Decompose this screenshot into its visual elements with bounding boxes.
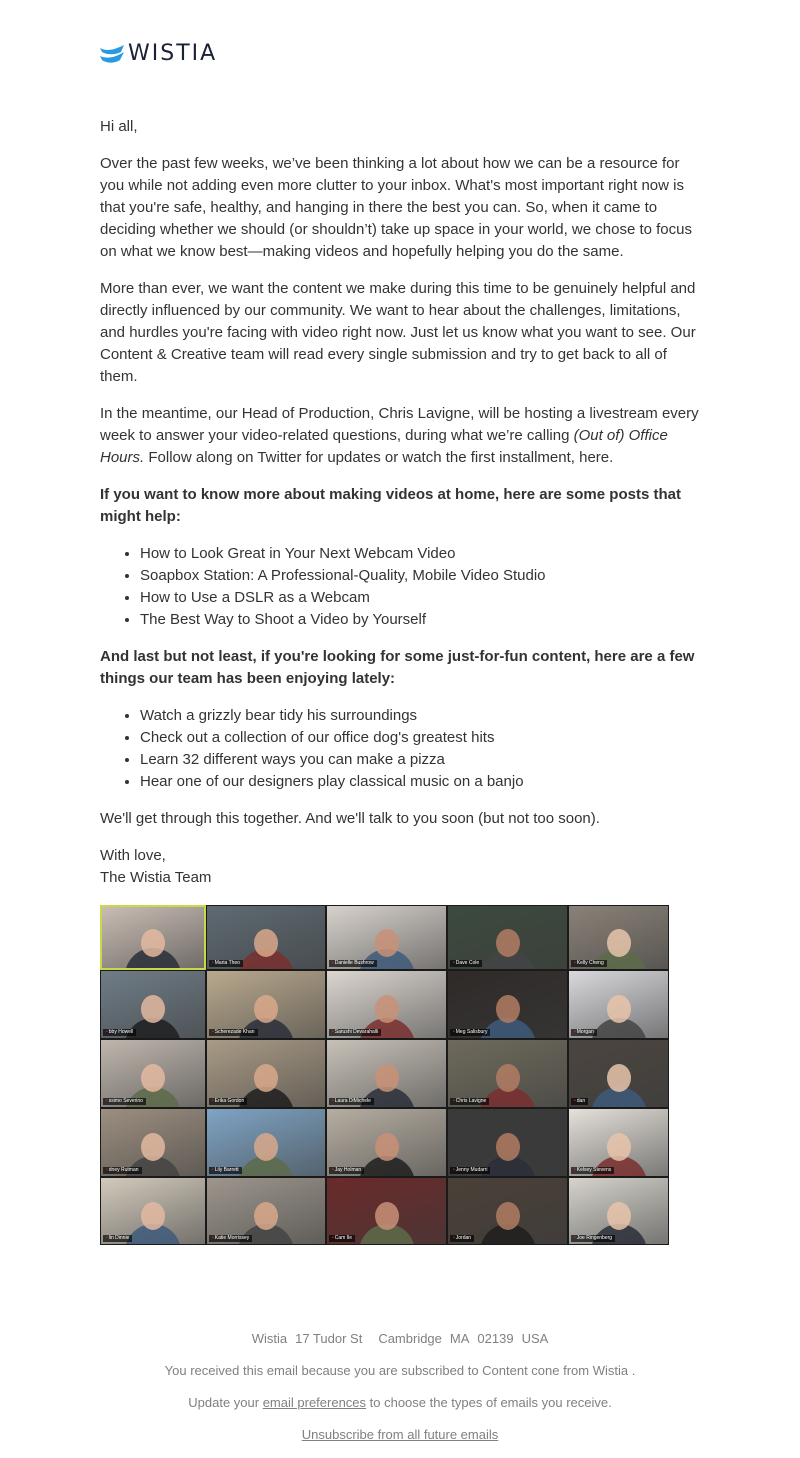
muted-mic-icon: •	[453, 1098, 455, 1104]
signoff: With love, The Wistia Team	[100, 847, 212, 886]
video-tile	[326, 1039, 447, 1108]
post-link[interactable]: How to Look Great in Your Next Webcam Video	[140, 545, 456, 562]
muted-mic-icon: •	[106, 1167, 108, 1173]
participant-name: •dney Rutman	[103, 1167, 142, 1174]
muted-mic-icon: •	[106, 1235, 108, 1241]
participant-name: •Chris Lavigne	[450, 1098, 489, 1105]
livestream-paragraph: In the meantime, our Head of Production, Chris Lavigne, will be hosting a livestream every week to answer your video-related questions, during what we’re calling (Out of) Office Hours. Follow along on Twitter for updates or watch the first installment, here.	[100, 405, 699, 466]
participant-name: •dan	[571, 1098, 588, 1105]
video-tile	[326, 1177, 447, 1245]
list-item[interactable]	[140, 587, 700, 609]
person-face	[254, 1133, 278, 1161]
video-tile	[568, 1039, 669, 1108]
muted-mic-icon: •	[332, 1029, 334, 1035]
video-tile	[326, 970, 447, 1039]
unsubscribe-link[interactable]: Unsubscribe from all future emails	[301, 1427, 499, 1442]
participant-name: •Morgan	[571, 1029, 597, 1036]
video-tile	[100, 1177, 206, 1245]
unsubscribe-line	[0, 1426, 800, 1444]
list-item[interactable]	[140, 771, 700, 793]
muted-mic-icon: •	[574, 1029, 576, 1035]
muted-mic-icon: •	[453, 1029, 455, 1035]
video-tile	[100, 970, 206, 1039]
muted-mic-icon: •	[332, 960, 334, 966]
participant-name: •Jay Holman	[329, 1167, 364, 1174]
video-tile	[100, 1108, 206, 1177]
muted-mic-icon: •	[332, 1235, 334, 1241]
person-face	[375, 1064, 399, 1092]
muted-mic-icon: •	[106, 1098, 108, 1104]
person-face	[496, 929, 520, 957]
video-tile	[206, 970, 326, 1039]
muted-mic-icon: •	[332, 1098, 334, 1104]
person-face	[254, 1064, 278, 1092]
closing-paragraph: We'll get through this together. And we'll talk to you soon (but not too soon).	[100, 810, 600, 827]
fun-link[interactable]: Learn 32 different ways you can make a pizza	[140, 751, 445, 768]
posts-heading: If you want to know more about making videos at home, here are some posts that might help:	[100, 486, 681, 525]
participant-name: •Jenny Mudarri	[450, 1167, 490, 1174]
participant-name: •Lily Barrett	[209, 1167, 242, 1174]
person-face	[141, 1133, 165, 1161]
post-link[interactable]: Soapbox Station: A Professional-Quality, Mobile Video Studio	[140, 567, 546, 584]
video-tile	[447, 970, 568, 1039]
list-item[interactable]	[140, 727, 700, 749]
video-tile	[568, 1108, 669, 1177]
video-tile	[206, 1039, 326, 1108]
preferences-line: Update your email preferences to choose the types of emails you receive.	[188, 1395, 612, 1410]
participant-name: •Kelsey Stevens	[571, 1167, 614, 1174]
person-face	[607, 1133, 631, 1161]
video-tile	[100, 1039, 206, 1108]
logo-wordmark: WISTIA	[128, 41, 218, 66]
muted-mic-icon: •	[574, 1167, 576, 1173]
video-tile	[100, 905, 206, 970]
participant-name: •Maria Theo	[209, 960, 243, 967]
video-tile	[568, 970, 669, 1039]
person-face	[141, 1202, 165, 1230]
person-face	[496, 1202, 520, 1230]
muted-mic-icon: •	[212, 1235, 214, 1241]
person-face	[375, 1202, 399, 1230]
video-tile	[447, 1108, 568, 1177]
list-item[interactable]	[140, 609, 700, 631]
wistia-mark-icon	[100, 44, 124, 64]
video-tile	[206, 905, 326, 970]
person-face	[141, 929, 165, 957]
footer-address: Wistia 17 Tudor St Cambridge MA 02139 USA	[251, 1331, 549, 1346]
posts-list	[100, 543, 700, 631]
participant-name: •Joe Ringenberg	[571, 1235, 615, 1242]
participant-name: •Meg Salisbury	[450, 1029, 490, 1036]
muted-mic-icon: •	[212, 960, 214, 966]
video-tile	[447, 905, 568, 970]
fun-link[interactable]: Hear one of our designers play classical music on a banjo	[140, 773, 524, 790]
participant-name: •Danielle Bushrow	[329, 960, 377, 967]
person-face	[254, 995, 278, 1023]
muted-mic-icon: •	[453, 1167, 455, 1173]
participant-name: •Laura DiMichele	[329, 1098, 374, 1105]
person-face	[496, 995, 520, 1023]
list-item[interactable]	[140, 705, 700, 727]
muted-mic-icon: •	[453, 960, 455, 966]
email-body	[100, 116, 700, 889]
participant-name: •bby Howell	[103, 1029, 136, 1036]
person-face	[254, 929, 278, 957]
person-face	[496, 1064, 520, 1092]
person-face	[607, 929, 631, 957]
post-link[interactable]: How to Use a DSLR as a Webcam	[140, 589, 370, 606]
muted-mic-icon: •	[574, 960, 576, 966]
person-face	[141, 995, 165, 1023]
video-tile	[447, 1177, 568, 1245]
participant-name: •Scherezade Khan	[209, 1029, 258, 1036]
post-link[interactable]: The Best Way to Shoot a Video by Yourself	[140, 611, 427, 628]
participant-name: •Katie Morrissey	[209, 1235, 252, 1242]
video-tile	[206, 1177, 326, 1245]
person-face	[375, 929, 399, 957]
intro-paragraph: Over the past few weeks, we’ve been thinking a lot about how we can be a resource for you while not adding even more clutter to your inbox. What's most important right now is that you're safe, healthy, and hanging in there the best you can. So, when it came to deciding whether we should (or shouldn’t) take up space in your world, we chose to focus on what we know best—making videos and hopefully helping you do the same.	[100, 155, 692, 260]
video-tile	[326, 905, 447, 970]
muted-mic-icon: •	[453, 1235, 455, 1241]
greeting: Hi all,	[100, 118, 138, 135]
video-tile	[568, 905, 669, 970]
participant-name: •Cam Ile	[329, 1235, 355, 1242]
office-hours-title: (Out of) Office Hours.	[100, 427, 668, 466]
muted-mic-icon: •	[574, 1098, 576, 1104]
participant-name: •ssimo Severino	[103, 1098, 146, 1105]
person-face	[254, 1202, 278, 1230]
list-item[interactable]	[140, 543, 700, 565]
fun-link[interactable]: Check out a collection of our office dog's greatest hits	[140, 729, 495, 746]
participant-name: •Kelly Cheng	[571, 960, 607, 967]
muted-mic-icon: •	[212, 1167, 214, 1173]
participant-name: •Dave Cole	[450, 960, 482, 967]
fun-heading: And last but not least, if you're looking for some just-for-fun content, here are a few things our team has been enjoying lately:	[100, 648, 695, 687]
muted-mic-icon: •	[212, 1098, 214, 1104]
fun-list	[100, 705, 700, 793]
muted-mic-icon: •	[574, 1235, 576, 1241]
participant-name: •Erika Gordon	[209, 1098, 247, 1105]
person-face	[375, 995, 399, 1023]
email-footer	[0, 1330, 800, 1458]
person-face	[607, 1202, 631, 1230]
person-face	[496, 1133, 520, 1161]
video-tile	[568, 1177, 669, 1245]
muted-mic-icon: •	[212, 1029, 214, 1035]
muted-mic-icon: •	[332, 1167, 334, 1173]
muted-mic-icon: •	[106, 1029, 108, 1035]
list-item[interactable]	[140, 565, 700, 587]
participant-name: •lin Dinnie	[103, 1235, 132, 1242]
fun-link[interactable]: Watch a grizzly bear tidy his surroundings	[140, 707, 418, 724]
community-paragraph: More than ever, we want the content we make during this time to be genuinely helpful and directly influenced by our community. We want to hear about the challenges, limitations, and hurdles you're facing with video right now. Just let us know what you want to see. Our Content & Creative team will read every single submission and try to get back to all of them.	[100, 280, 696, 385]
video-tile	[447, 1039, 568, 1108]
participant-name: •Sarushi Devarahalli	[329, 1029, 381, 1036]
participant-name: •Jordan	[450, 1235, 474, 1242]
email-preferences-link[interactable]: email preferences	[262, 1395, 367, 1410]
person-face	[141, 1064, 165, 1092]
video-tile	[206, 1108, 326, 1177]
person-face	[607, 1064, 631, 1092]
person-face	[607, 995, 631, 1023]
team-video-call-photo	[100, 905, 669, 1245]
person-face	[375, 1133, 399, 1161]
wistia-logo[interactable]	[100, 42, 217, 66]
subscription-note: You received this email because you are subscribed to Content cone from Wistia .	[164, 1363, 636, 1378]
list-item[interactable]	[140, 749, 700, 771]
video-tile	[326, 1108, 447, 1177]
